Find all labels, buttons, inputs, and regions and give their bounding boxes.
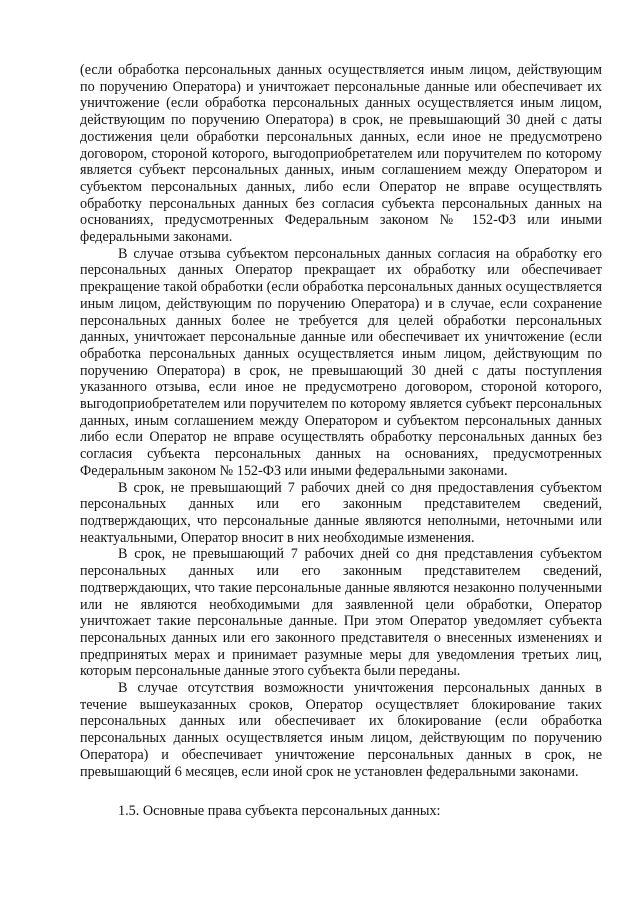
paragraph-unlawful-data-destruction: В срок, не превышающий 7 рабочих дней со дня представления субъектом персональных данных или его законным представителем сведений, подтверждающих, что такие персональные данные являются незаконно полученными или не являются необходимыми для заявленной цели обработки, Оператор уничтожает такие персональные данные. При этом Оператор уведомляет субъекта персональных данных или его законного представителя о внесенных изменениях и предпринятых мерах и принимает разумные меры для уведомления третьих лиц, которым персональные данные этого субъекта были переданы. xyxy=(80,546,602,680)
paragraph-consent-withdrawal: В случае отзыва субъектом персональных данных согласия на обработку его персональных данных Оператор прекращает их обработку или обеспечивает прекращение такой обработки (если обработка персональных данных осуществляется иным лицом, действующим по поручению Оператора) и в случае, если сохранение персональных данных более не требуется для целей обработки персональных данных, уничтожает персональные данные или обеспечивает их уничтожение (если обработка персональных данных осуществляется иным лицом, действующим по поручению Оператора) в срок, не превышающий 30 дней с даты поступления указанного отзыва, если иное не предусмотрено договором, стороной которого, выгодоприобретателем или поручителем по которому является субъект персональных данных, иным соглашением между Оператором и субъектом персональных данных либо если Оператор не вправе осуществлять обработку персональных данных без согласия субъекта персональных данных на основаниях, предусмотренных Федеральным законом № 152-ФЗ или иными федеральными законами. xyxy=(80,245,603,479)
document-page xyxy=(80,62,602,820)
paragraph-data-correction: В срок, не превышающий 7 рабочих дней со дня предоставления субъектом персональных данных или его законным представителем сведений, подтверждающих, что персональные данные являются неполными, неточными или неактуальными, Оператор вносит в них необходимые изменения. xyxy=(80,479,602,546)
paragraph-continuation: (если обработка персональных данных осуществляется иным лицом, действующим по поручению Оператора) и уничтожает персональные данные или обеспечивает их уничтожение (если обработка персональных данных осуществляется иным лицом, действующим по поручению Оператора) в срок, не превышающий 30 дней с даты достижения цели обработки персональных данных, если иное не предусмотрено договором, стороной которого, выгодоприобретателем или поручителем по которому является субъект персональных данных, иным соглашением между Оператором и субъектом персональных данных, либо если Оператор не вправе осуществлять обработку персональных данных без согласия субъекта персональных данных на основаниях, предусмотренных Федеральным законом № 152-ФЗ или иными федеральными законами. xyxy=(80,62,602,246)
section-heading: 1.5. Основные права субъекта персональных данных: xyxy=(118,803,441,820)
paragraph-blocking: В случае отсутствия возможности уничтожения персональных данных в течение вышеуказанных сроков, Оператор осуществляет блокирование таких персональных данных или обеспечивает их блокирование (если обработка персональных данных осуществляется иным лицом, действующим по поручению Оператора) и обеспечивает уничтожение персональных данных в срок, не превышающий 6 месяцев, если иной срок не установлен федеральными законами. xyxy=(80,680,602,780)
